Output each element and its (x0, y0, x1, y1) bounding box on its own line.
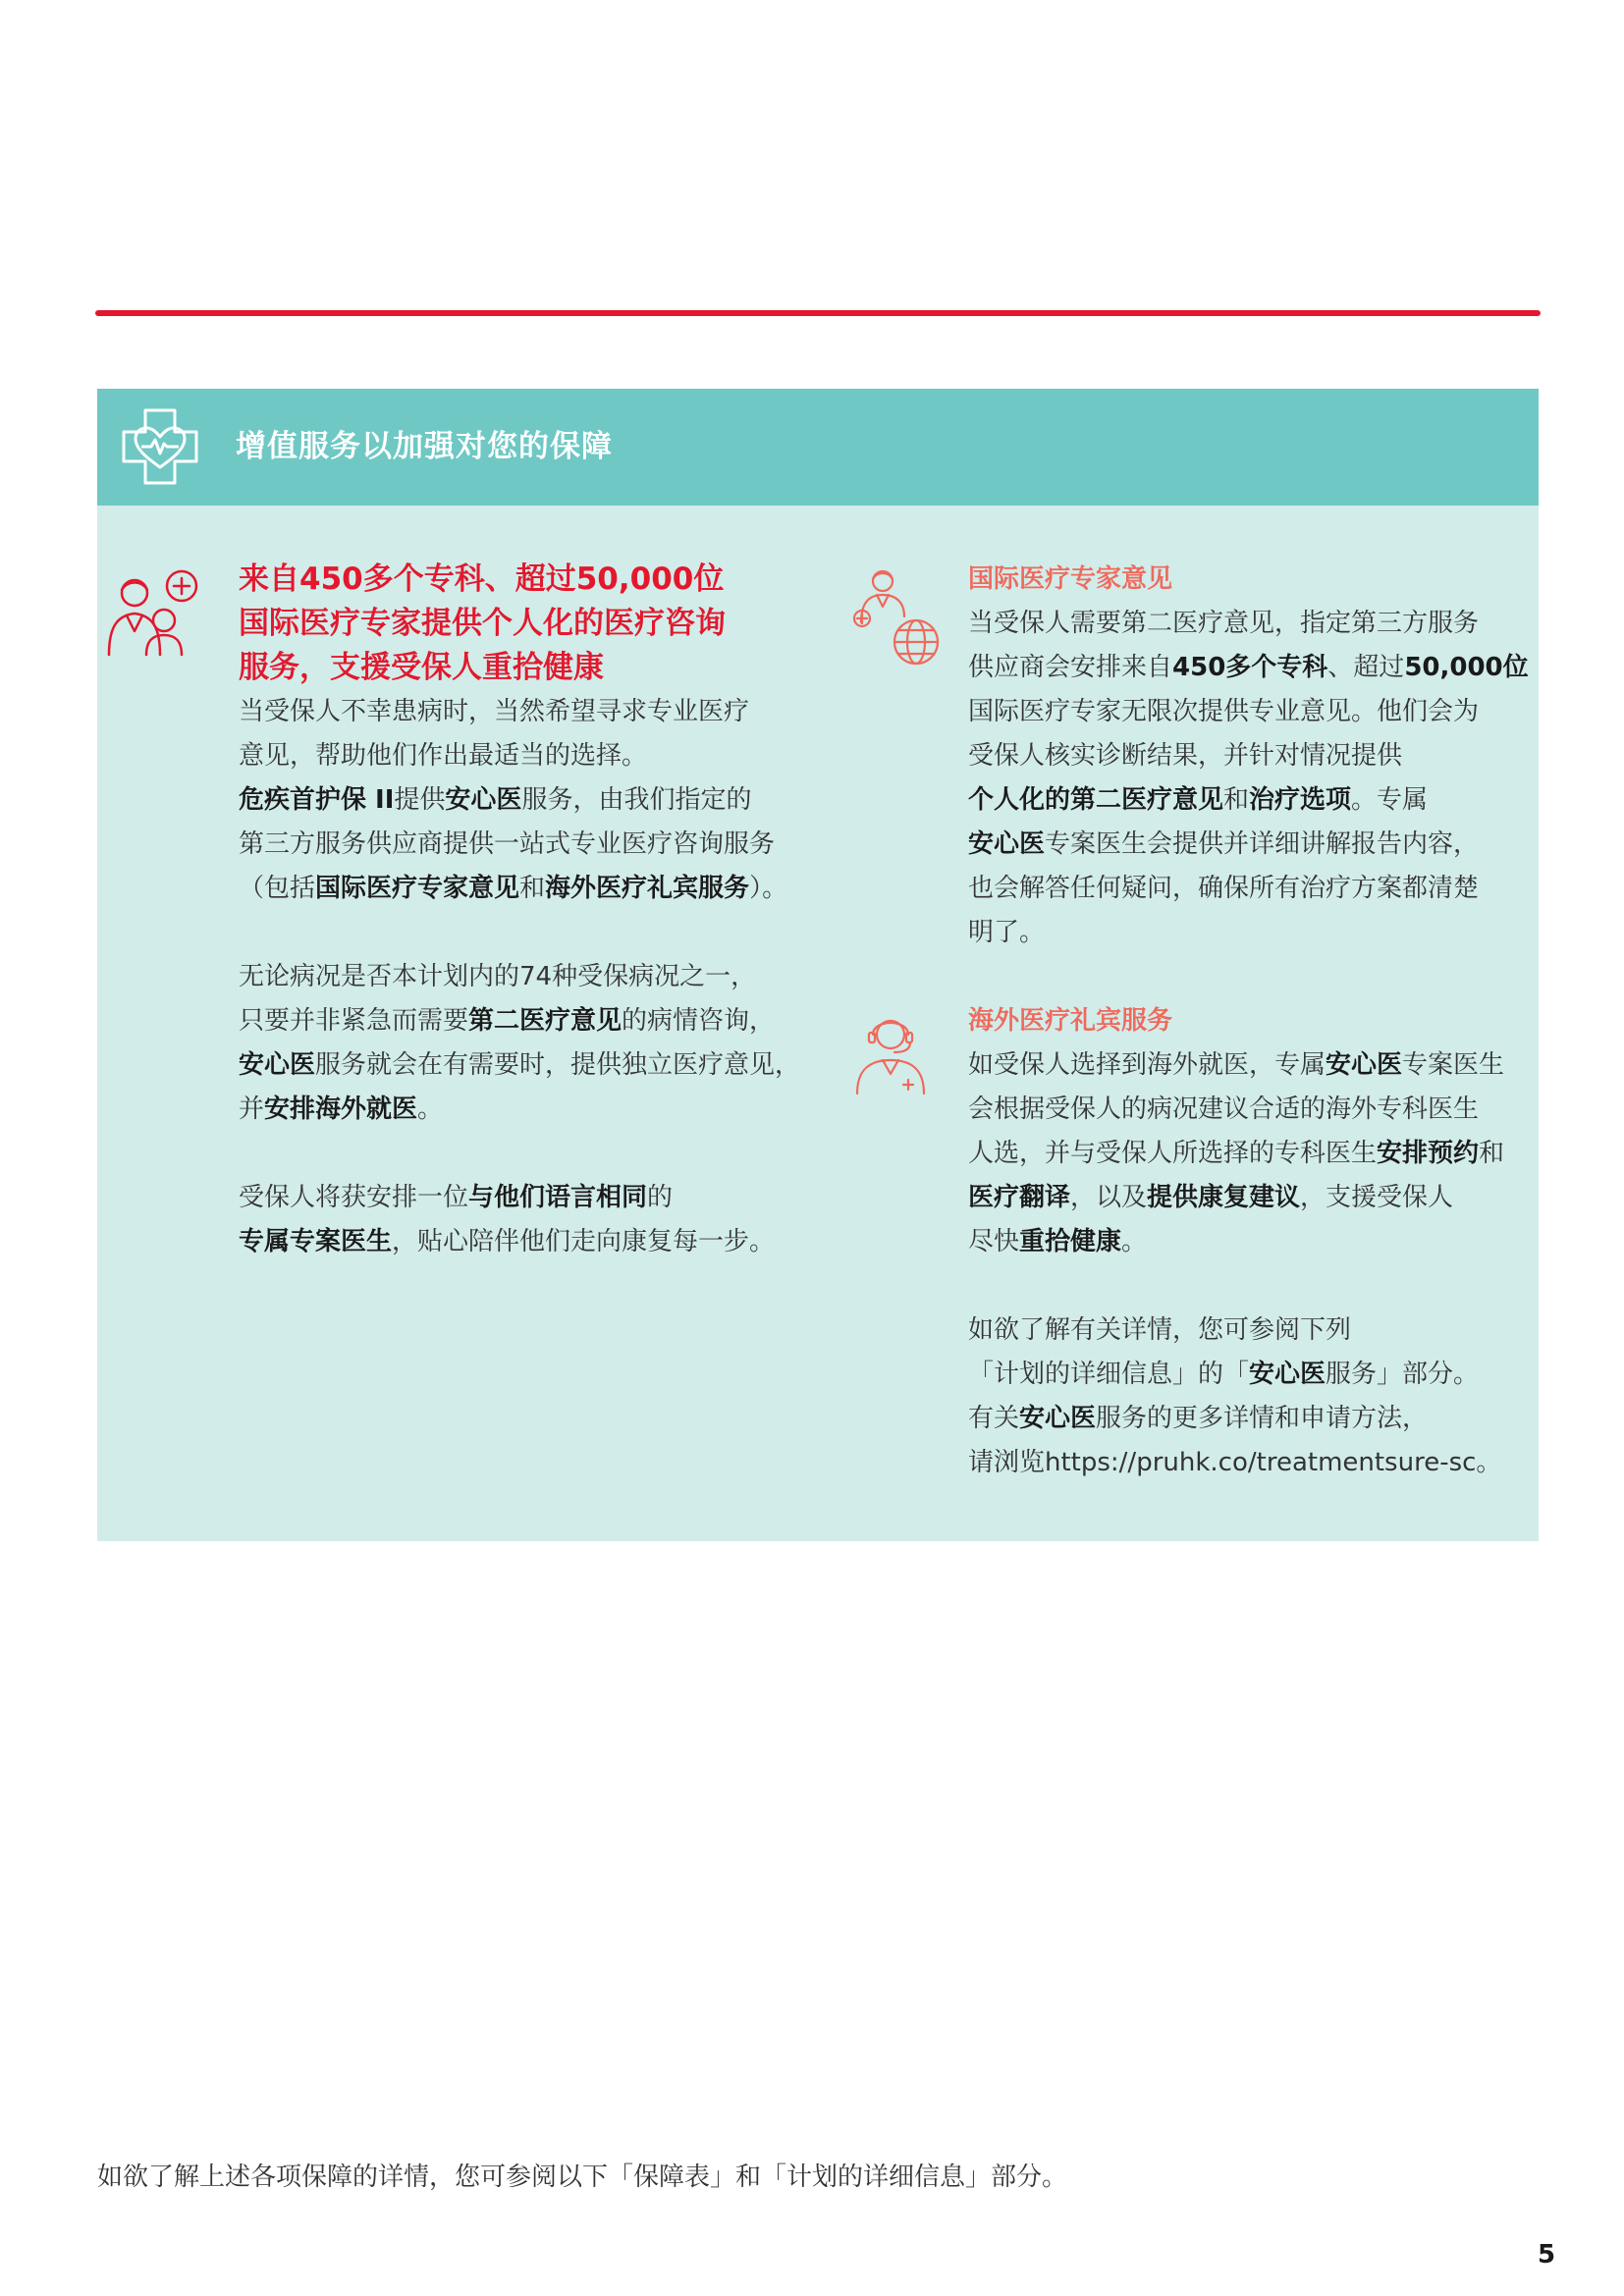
value-added-services-panel (97, 389, 1539, 1541)
text-line: 会根据受保人的病况建议合适的海外专科医生 (968, 1095, 1480, 1124)
text-line: 尽快重拾健康。 (968, 1227, 1148, 1256)
doctor-globe-icon (849, 565, 944, 669)
left-paragraph-2 (239, 955, 828, 1132)
lead-heading (239, 558, 828, 690)
section-title: 国际医疗专家意见 (968, 564, 1173, 594)
text-line: 专属专案医生，贴心陪伴他们走向康复每一步。 (239, 1227, 776, 1256)
text-line: 安心医专案医生会提供并详细讲解报告内容， (968, 829, 1480, 859)
text-line: 如受保人选择到海外就医，专属安心医专案医生 (968, 1050, 1505, 1080)
text-line: 如欲了解有关详情，您可参阅下列 (968, 1315, 1352, 1345)
heart-cross-icon (118, 404, 202, 489)
text-line: 也会解答任何疑问，确保所有治疗方案都清楚 (968, 874, 1480, 903)
text-line: 「计划的详细信息」的「安心医服务」部分。 (968, 1360, 1480, 1389)
text-line: 医疗翻译，以及提供康复建议，支援受保人 (968, 1183, 1454, 1212)
footer-note: 如欲了解上述各项保障的详情，您可参阅以下「保障表」和「计划的详细信息」部分。 (97, 2163, 1068, 2192)
panel-header (97, 389, 1539, 506)
left-paragraph-3 (239, 1176, 828, 1264)
text-line: 当受保人不幸患病时，当然希望寻求专业医疗 (239, 697, 750, 726)
text-line: 明了。 (968, 918, 1046, 947)
lead-line: 来自450多个专科、超过50,000位 (239, 561, 725, 597)
text-line: 人选，并与受保人所选择的专科医生安排预约和 (968, 1139, 1505, 1168)
text-line: 只要并非紧急而需要第二医疗意见的病情咨询， (239, 1006, 776, 1036)
text-line: 国际医疗专家无限次提供专业意见。他们会为 (968, 697, 1480, 726)
text-line: 第三方服务供应商提供一站式专业医疗咨询服务 (239, 829, 776, 859)
section-overseas-concierge (968, 999, 1538, 1264)
doctor-patient-icon (105, 566, 207, 660)
section-more-info (968, 1308, 1538, 1485)
text-line: 有关安心医服务的更多详情和申请方法， (968, 1404, 1429, 1433)
panel-title: 增值服务以加强对您的保障 (236, 429, 613, 464)
page-number: 5 (1538, 2240, 1556, 2269)
lead-line: 服务，支援受保人重拾健康 (239, 650, 604, 685)
text-line: 当受保人需要第二医疗意见，指定第三方服务 (968, 609, 1480, 638)
right-column (968, 558, 1538, 1485)
text-line: 并安排海外就医。 (239, 1095, 444, 1124)
headset-agent-icon (849, 1007, 944, 1097)
text-line: 安心医服务就会在有需要时，提供独立医疗意见， (239, 1050, 801, 1080)
info-link[interactable]: 请浏览https://pruhk.co/treatmentsure-sc。 (968, 1448, 1502, 1477)
left-paragraph-1 (239, 690, 828, 911)
text-line: 意见，帮助他们作出最适当的选择。 (239, 741, 648, 771)
lead-line: 国际医疗专家提供个人化的医疗咨询 (239, 606, 726, 641)
text-line: 供应商会安排来自450多个专科、超过50,000位 (968, 653, 1529, 682)
plan-name: 危疾首护保 II (239, 785, 395, 815)
service-name: 安心医 (445, 785, 522, 815)
text-line: 受保人将获安排一位与他们语言相同的 (239, 1183, 674, 1212)
left-column (239, 558, 828, 1264)
section-intl-expert-opinion (968, 558, 1538, 955)
text-line: 受保人核实诊断结果，并针对情况提供 (968, 741, 1403, 771)
text-line: 危疾首护保 II提供安心医服务，由我们指定的 (239, 785, 752, 815)
text-line: 无论病况是否本计划内的74种受保病况之一， (239, 962, 757, 991)
section-title: 海外医疗礼宾服务 (968, 1006, 1173, 1036)
text-line: （包括国际医疗专家意见和海外医疗礼宾服务）。 (239, 874, 788, 903)
top-rule (95, 310, 1541, 316)
text-line: 个人化的第二医疗意见和治疗选项。专属 (968, 785, 1429, 815)
